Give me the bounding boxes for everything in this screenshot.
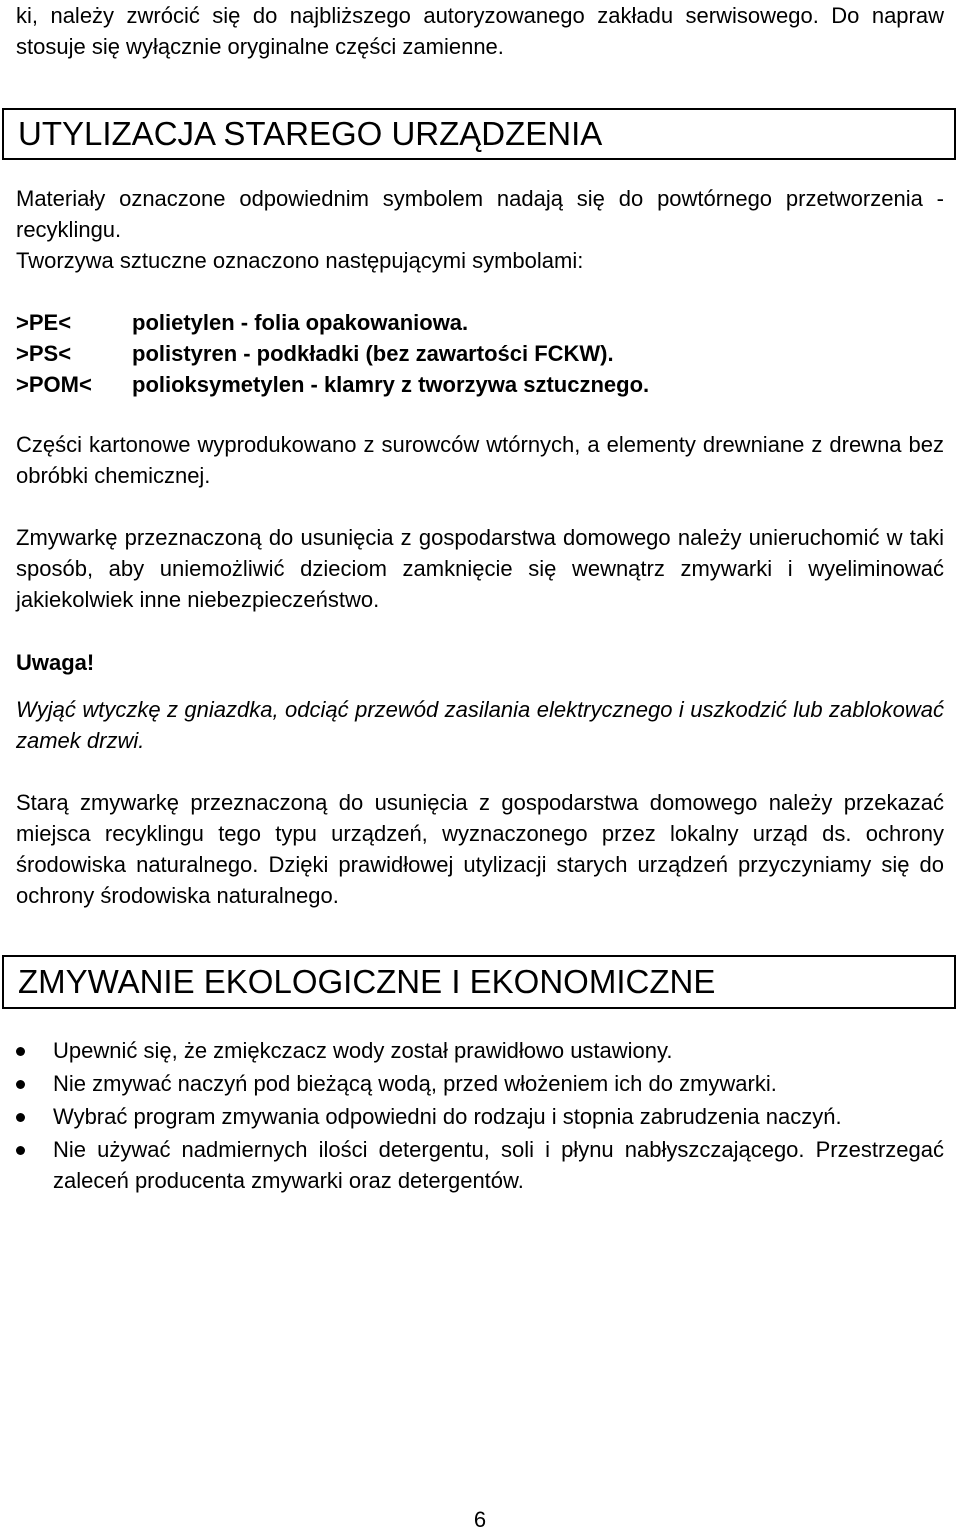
cardboard-paragraph: Części kartonowe wyprodukowano z surowców wtórnych, a elementy drewniane z drewna bez obróbki chemicznej. [16, 432, 944, 488]
symbol-description: polietylen - folia opakowaniowa. [132, 310, 469, 335]
symbol-row [16, 307, 944, 338]
symbol-row [16, 338, 944, 369]
warning-text: Wyjąć wtyczkę z gniazdka, odciąć przewód zasilania elektrycznego i uszkodzić lub zablokować zamek drzwi. [16, 697, 944, 753]
tip-text: Nie zmywać naczyń pod bieżącą wodą, przed włożeniem ich do zmywarki. [53, 1071, 777, 1096]
symbol-description: polioksymetylen - klamry z tworzywa sztucznego. [132, 372, 650, 397]
list-item [16, 1068, 944, 1099]
list-item [16, 1101, 944, 1132]
section-heading-box-disposal [2, 108, 956, 160]
tip-text: Nie używać nadmiernych ilości detergentu, soli i płynu nabłyszczającego. Przestrzegać zaleceń producenta zmywarki oraz detergentów. [53, 1137, 944, 1193]
plastics-intro: Tworzywa sztuczne oznaczono następującymi symbolami: [16, 248, 584, 273]
dishwasher-safety-paragraph: Zmywarkę przeznaczoną do usunięcia z gospodarstwa domowego należy unieruchomić w taki sposób, aby uniemożliwić dzieciom zamknięcie się wewnątrz zmywarki i wyeliminować jakiekolwiek inne niebezpieczeństwo. [16, 525, 944, 612]
page-number: 6 [473, 1507, 487, 1532]
list-item [16, 1035, 944, 1066]
symbol-code: >POM< [16, 372, 92, 397]
symbol-row [16, 369, 944, 400]
intro-paragraph: ki, należy zwrócić się do najbliższego autoryzowanego zakładu serwisowego. Do napraw stosuje się wyłącznie oryginalne części zamienne. [16, 3, 944, 59]
section-title-eco: ZMYWANIE EKOLOGICZNE I EKONOMICZNE [18, 963, 716, 1000]
eco-tips-list [16, 1035, 944, 1198]
bullet-icon [16, 1146, 25, 1155]
symbol-code: >PS< [16, 341, 72, 366]
plastic-symbols-list [16, 307, 944, 400]
bullet-icon [16, 1080, 25, 1089]
symbol-code: >PE< [16, 310, 72, 335]
symbol-description: polistyren - podkładki (bez zawartości FCKW). [132, 341, 614, 366]
materials-paragraph: Materiały oznaczone odpowiednim symbolem nadają się do powtórnego przetworzenia - recyklingu. [16, 186, 944, 242]
tip-text: Upewnić się, że zmiękczacz wody został prawidłowo ustawiony. [53, 1038, 673, 1063]
tip-text: Wybrać program zmywania odpowiedni do rodzaju i stopnia zabrudzenia naczyń. [53, 1104, 842, 1129]
old-machine-paragraph: Starą zmywarkę przeznaczoną do usunięcia z gospodarstwa domowego należy przekazać miejsca recyklingu tego typu urządzeń, wyznaczonego przez lokalny urząd ds. ochrony środowiska naturalnego. Dzięki prawidłowej utylizacji starych urządzeń przyczyniamy się do ochrony środowiska naturalnego. [16, 790, 944, 908]
bullet-icon [16, 1113, 25, 1122]
section-heading-box-eco [2, 955, 956, 1009]
section-title-disposal: UTYLIZACJA STAREGO URZĄDZENIA [18, 115, 603, 152]
warning-title: Uwaga! [16, 650, 95, 675]
bullet-icon [16, 1047, 25, 1056]
list-item [16, 1134, 944, 1196]
materials-block [16, 183, 944, 276]
